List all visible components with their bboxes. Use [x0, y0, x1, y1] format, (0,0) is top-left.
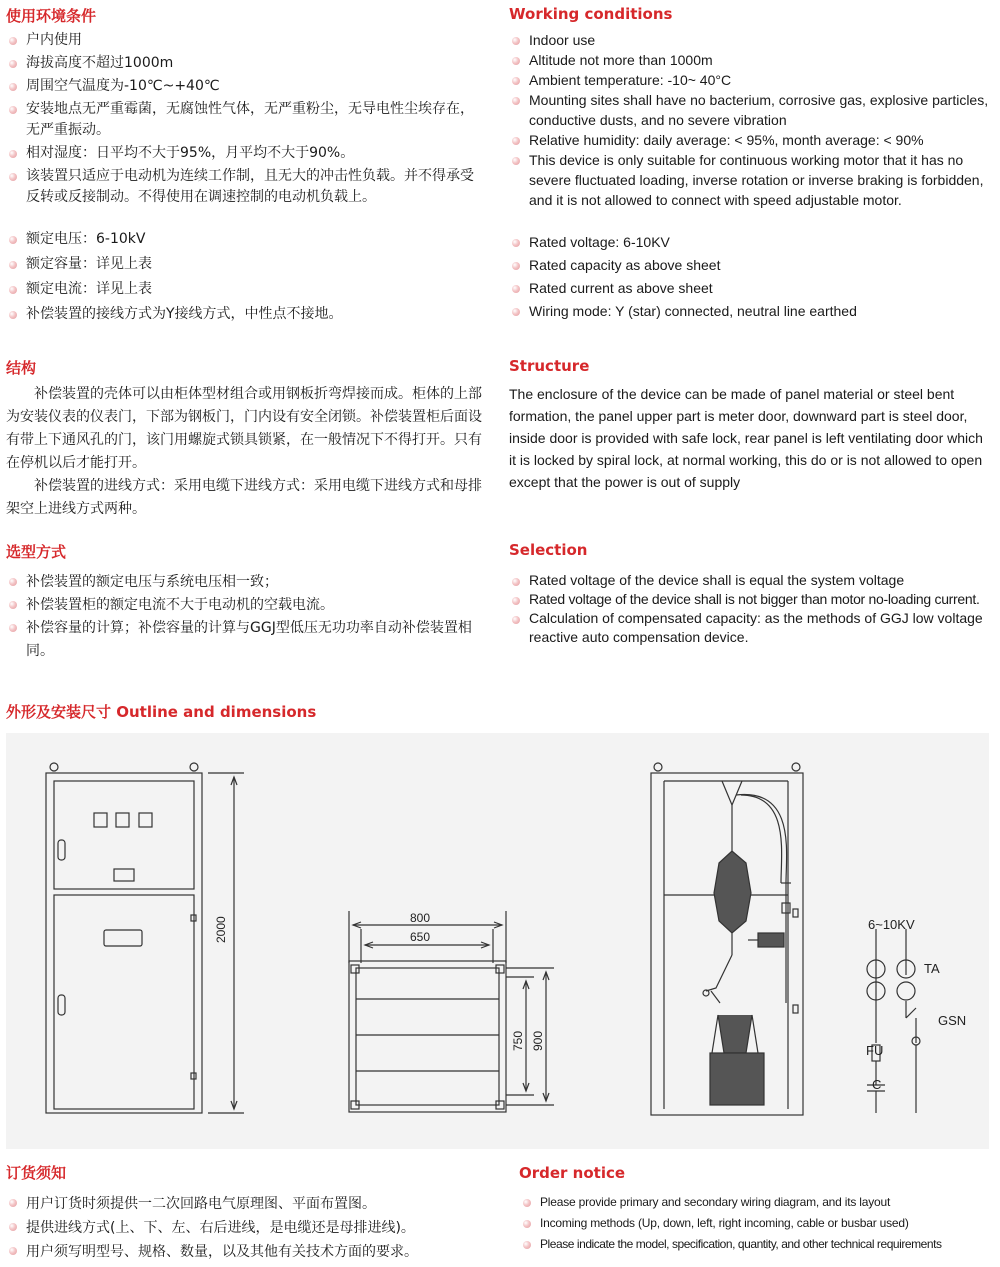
list-item: 安装地点无严重霉菌，无腐蚀性气体，无严重粉尘，无导电性尘埃存在，无严重振动。: [6, 99, 482, 141]
ratings-cn-list: [6, 229, 482, 325]
working-conditions-title-cn: 使用环境条件: [6, 7, 97, 25]
list-item: 补偿装置的额定电压与系统电压相一致；: [6, 571, 482, 594]
list-item: Please indicate the model, specification, quantity, and other technical requirements: [520, 1234, 996, 1255]
order-cn-list: [6, 1192, 496, 1264]
working-conditions-en-list: [509, 30, 991, 210]
outline-drawing: [6, 733, 989, 1149]
list-item: Mounting sites shall have no bacterium, corrosive gas, explosive particles, conductive dusts, and no severe vibration: [509, 90, 991, 130]
list-item: Altitude not more than 1000m: [509, 50, 991, 70]
circuit-fu-label: FU: [866, 1043, 884, 1058]
selection-cn-list: [6, 571, 482, 663]
list-item: 相对湿度：日平均不大于95%，月平均不大于90%。: [6, 143, 482, 164]
list-item: Rated voltage: 6-10KV: [509, 232, 991, 252]
list-item: Incoming methods (Up, down, left, right incoming, cable or busbar used): [520, 1213, 996, 1234]
working-conditions-title-en: Working conditions: [509, 5, 673, 23]
circuit-c-label: C: [872, 1077, 882, 1092]
circuit-voltage-label: 6~10KV: [868, 917, 915, 932]
dim-depth-inner-label: 750: [511, 1030, 525, 1051]
list-item: Rated current as above sheet: [509, 278, 991, 298]
structure-paragraph: 补偿装置的壳体可以由柜体型材组合或用钢板折弯焊接而成。柜体的上部为安装仪表的仪表门，下部为钢板门，门内设有安全闭锁。补偿装置柜后面设有带上下通风孔的门，该门用螺旋式锁具锁紧，在一般情况下不得打开。只有在停机以后才能打开。: [6, 386, 482, 471]
list-item: Relative humidity: daily average: < 95%, month average: < 90%: [509, 130, 991, 150]
list-item: 用户须写明型号、规格、数量，以及其他有关技术方面的要求。: [6, 1240, 496, 1264]
dim-width-outer-label: 800: [410, 911, 431, 925]
order-en-list: [520, 1192, 996, 1255]
list-item: Ambient temperature: -10~ 40°C: [509, 70, 991, 90]
list-item: 用户订货时须提供一二次回路电气原理图、平面布置图。: [6, 1192, 496, 1216]
dim-height-label: 2000: [214, 916, 228, 943]
list-item: 补偿容量的计算；补偿容量的计算与GGJ型低压无功功率自动补偿装置相同。: [6, 617, 482, 663]
outline-drawing-panel: [6, 733, 989, 1149]
list-item: 补偿装置的接线方式为Y接线方式，中性点不接地。: [6, 304, 482, 325]
dim-depth-outer-label: 900: [531, 1030, 545, 1051]
selection-title-en: Selection: [509, 541, 588, 559]
cabinet-side-view: [651, 763, 803, 1115]
dim-width-inner-label: 650: [410, 930, 431, 944]
list-item: 额定电压：6-10kV: [6, 229, 482, 250]
list-item: 提供进线方式(上、下、左、右后进线，是电缆还是母排进线)。: [6, 1216, 496, 1240]
structure-title-cn: 结构: [6, 359, 37, 377]
ratings-en-list: [509, 232, 991, 321]
structure-title-en: Structure: [509, 357, 590, 375]
list-item: Rated capacity as above sheet: [509, 255, 991, 275]
list-item: Indoor use: [509, 30, 991, 50]
working-conditions-cn-list: [6, 30, 482, 208]
selection-en-list: [509, 571, 991, 647]
list-item: 额定电流：详见上表: [6, 279, 482, 300]
structure-paragraph: The enclosure of the device can be made of panel material or steel bent formation, the panel upper part is meter door, downward part is steel door, inside door is provided with safe lock, rear panel is left ventilating door which it is locked by spiral lock, at normal working, this do or is not allowed to open except that the power is out of supply: [509, 386, 983, 490]
cabinet-plan-view: [349, 911, 554, 1112]
structure-paragraph: 补偿装置的进线方式：采用电缆下进线方式：采用电缆下进线方式和母排架空上进线方式两种。: [6, 478, 482, 517]
structure-en-text: [509, 383, 991, 493]
list-item: Rated voltage of the device shall is equal the system voltage: [509, 571, 991, 590]
outline-title: 外形及安装尺寸 Outline and dimensions: [6, 703, 317, 721]
list-item: Calculation of compensated capacity: as the methods of GGJ low voltage reactive auto compensation device.: [509, 609, 991, 647]
list-item: 周围空气温度为-10℃~+40℃: [6, 76, 482, 97]
list-item: Rated voltage of the device shall is not bigger than motor no-loading current.: [509, 590, 991, 609]
list-item: 户内使用: [6, 30, 482, 51]
order-title-en: Order notice: [519, 1164, 626, 1182]
circuit-ta-label: TA: [924, 961, 940, 976]
list-item: 额定容量：详见上表: [6, 254, 482, 275]
list-item: 该装置只适应于电动机为连续工作制，且无大的冲击性负载。并不得承受反转或反接制动。不得使用在调速控制的电动机负载上。: [6, 166, 482, 208]
list-item: Wiring mode: Y (star) connected, neutral line earthed: [509, 301, 991, 321]
selection-title-cn: 选型方式: [6, 543, 67, 561]
order-title-cn: 订货须知: [6, 1164, 67, 1182]
list-item: Please provide primary and secondary wiring diagram, and its layout: [520, 1192, 996, 1213]
list-item: This device is only suitable for continuous working motor that it has no severe fluctuated loading, inverse rotation or inverse braking is forbidden, and it is not allowed to connect with speed adjustable motor.: [509, 150, 991, 210]
list-item: 补偿装置柜的额定电流不大于电动机的空载电流。: [6, 594, 482, 617]
structure-cn-text: [6, 383, 482, 521]
circuit-gsn-label: GSN: [938, 1013, 967, 1028]
list-item: 海拔高度不超过1000m: [6, 53, 482, 74]
